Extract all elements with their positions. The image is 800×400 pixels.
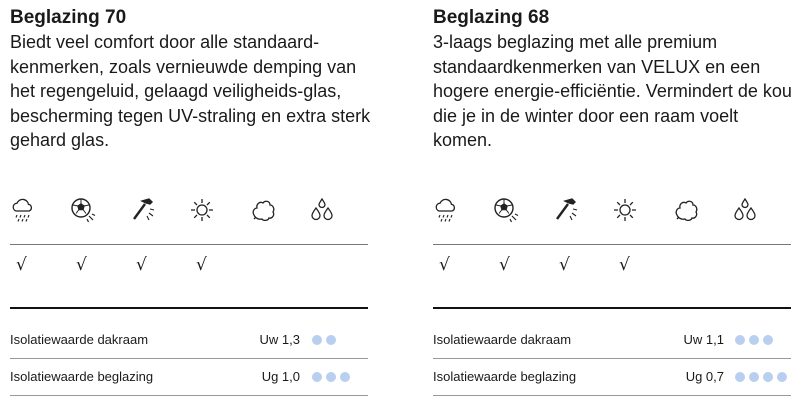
- rating-dot: [326, 372, 336, 382]
- row-value: Uw 1,1: [683, 332, 724, 347]
- sun-icon: [610, 195, 640, 225]
- rating-dot: [326, 335, 336, 345]
- divider: [433, 358, 791, 359]
- row-label: Isolatiewaarde beglazing: [10, 369, 154, 384]
- divider: [433, 395, 791, 396]
- leaf-icon: [671, 195, 701, 225]
- check-mark: √: [76, 255, 87, 275]
- glazing-card-68: [433, 0, 791, 400]
- feature-checks: [433, 255, 791, 281]
- rain-cloud-icon: [431, 195, 461, 225]
- check-mark: √: [439, 255, 450, 275]
- hammer-icon: [128, 195, 158, 225]
- ball-impact-icon: [491, 195, 521, 225]
- divider: [10, 395, 368, 396]
- row-label: Isolatiewaarde dakraam: [433, 332, 572, 347]
- rain-cloud-icon: [8, 195, 38, 225]
- card-title: Beglazing 68: [433, 7, 550, 28]
- rating-dot: [312, 372, 322, 382]
- check-mark: √: [619, 255, 630, 275]
- water-drops-icon: [307, 195, 337, 225]
- hammer-icon: [551, 195, 581, 225]
- rating-dot: [749, 372, 759, 382]
- card-description: Biedt veel comfort door alle standaard-kenmerken, zoals vernieuwde demping van het regengeluid, gelaagd veiligheids-glas, bescherming tegen UV-straling en extra sterk gehard glas.: [10, 32, 371, 150]
- check-mark: √: [196, 255, 207, 275]
- check-mark: √: [16, 255, 27, 275]
- divider: [433, 307, 791, 309]
- row-value: Ug 1,0: [261, 369, 300, 384]
- feature-icons: [433, 195, 791, 229]
- ball-impact-icon: [68, 195, 98, 225]
- divider: [10, 358, 368, 359]
- card-description: 3-laags beglazing met alle premium standaardkenmerken van VELUX en een hogere energie-efficiëntie. Vermindert de kou die je in de winter door een raam voelt komen.: [433, 32, 792, 150]
- row-value: Ug 0,7: [685, 369, 724, 384]
- divider: [433, 244, 791, 245]
- sun-icon: [187, 195, 217, 225]
- rating-dot: [735, 372, 745, 382]
- feature-icons: [10, 195, 368, 229]
- divider: [10, 307, 368, 309]
- rating-dot: [735, 335, 745, 345]
- divider: [10, 244, 368, 245]
- insulation-row-glazing: [433, 366, 791, 388]
- insulation-row-roof-window: [10, 329, 368, 351]
- row-label: Isolatiewaarde beglazing: [433, 369, 577, 384]
- insulation-row-glazing: [10, 366, 368, 388]
- rating-dot: [312, 335, 322, 345]
- feature-checks: [10, 255, 368, 281]
- glazing-card-70: [10, 0, 371, 400]
- insulation-row-roof-window: [433, 329, 791, 351]
- rating-dot: [777, 372, 787, 382]
- card-title: Beglazing 70: [10, 7, 127, 28]
- leaf-icon: [248, 195, 278, 225]
- check-mark: √: [559, 255, 570, 275]
- check-mark: √: [136, 255, 147, 275]
- rating-dot: [763, 372, 773, 382]
- water-drops-icon: [730, 195, 760, 225]
- row-label: Isolatiewaarde dakraam: [10, 332, 149, 347]
- check-mark: √: [499, 255, 510, 275]
- rating-dot: [340, 372, 350, 382]
- rating-dot: [763, 335, 773, 345]
- rating-dot: [749, 335, 759, 345]
- row-value: Uw 1,3: [259, 332, 300, 347]
